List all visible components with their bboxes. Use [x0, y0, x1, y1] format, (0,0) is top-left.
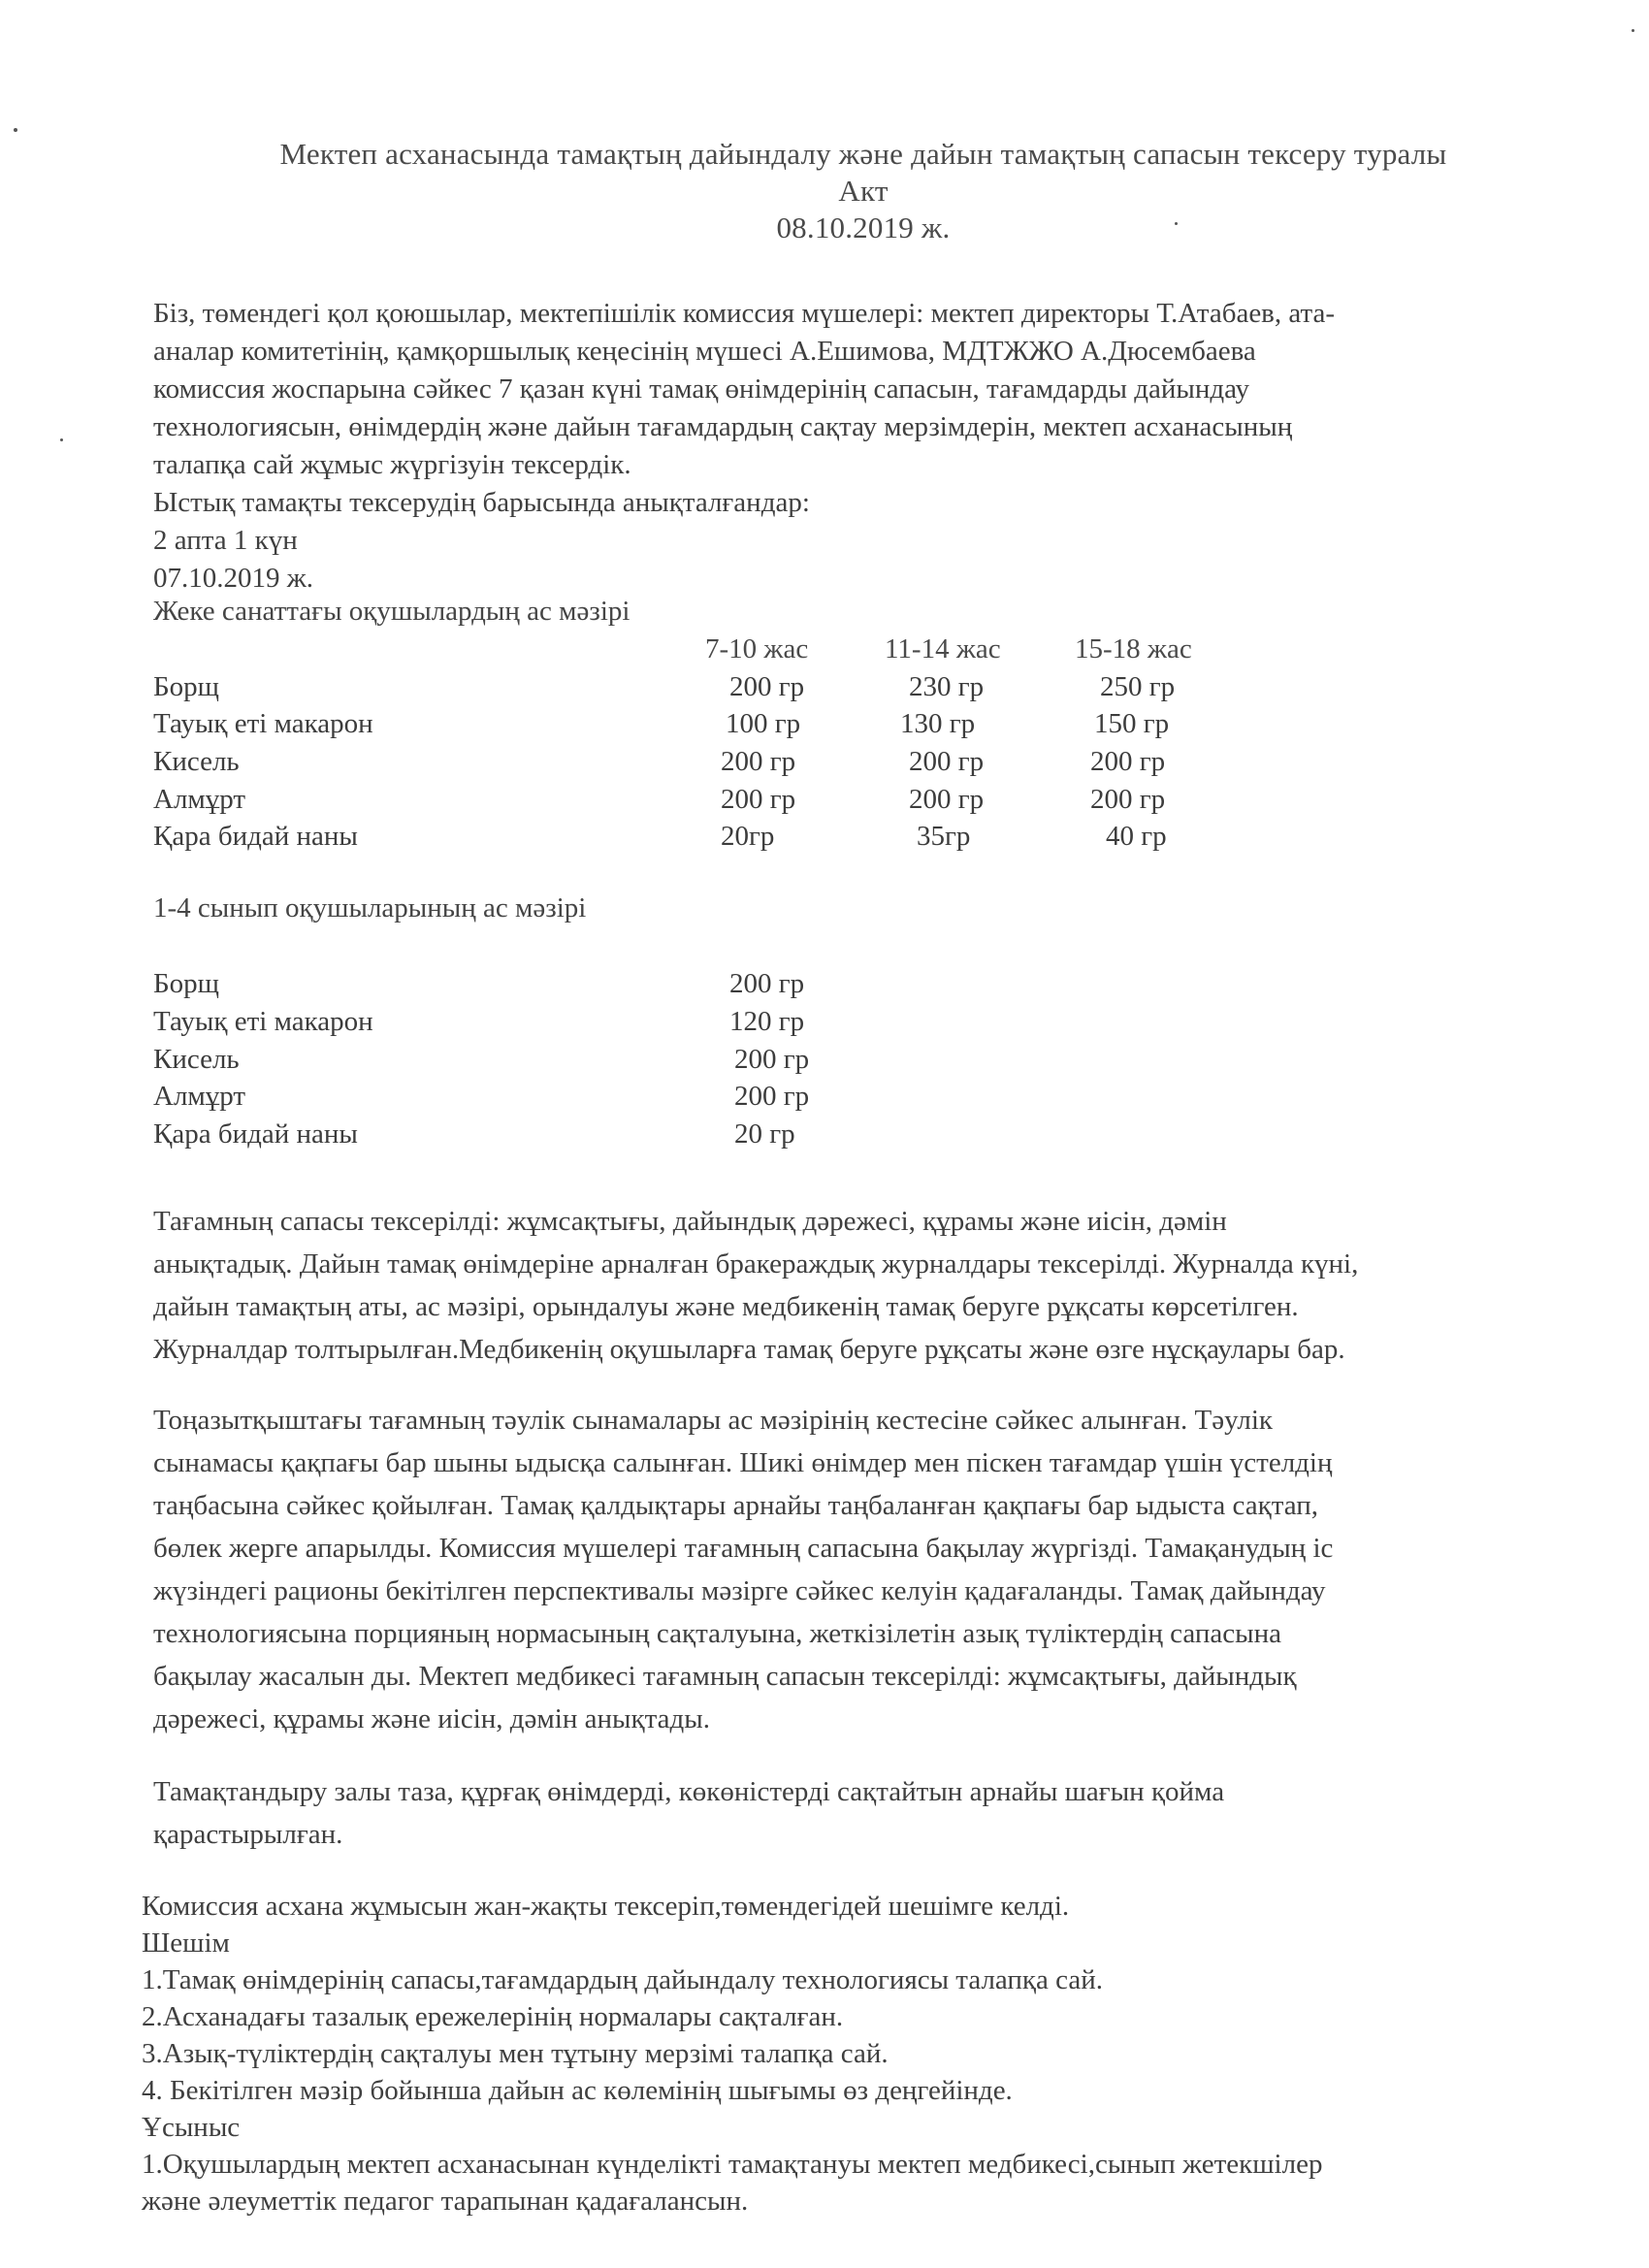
- text-line: талапқа сай жұмыс жүргізуін тексердік.: [153, 449, 631, 480]
- menu-item-value: 200 гр: [721, 784, 796, 815]
- text-line: бөлек жерге апарылды. Комиссия мүшелері тағамның сапасына бақылау жүргізді. Тамақанудың іс: [153, 1533, 1334, 1564]
- scan-speck: [14, 128, 17, 132]
- text-line: Журналдар толтырылған.Медбикенің оқушыларға тамақ беруге рұқсаты және өзге нұсқаулары бар.: [153, 1334, 1345, 1365]
- menu-item-name: Алмұрт: [153, 784, 246, 815]
- menu-item-name: Тауық еті макарон: [153, 708, 373, 739]
- menu-item-value: 200 гр: [734, 1044, 810, 1075]
- recommendation-item: және әлеуметтік педагог тарапынан қадағалансын.: [142, 2186, 749, 2217]
- scan-speck: [1632, 29, 1634, 32]
- menu-item-value: 230 гр: [909, 671, 985, 702]
- menu-item-value: 200 гр: [1090, 746, 1166, 777]
- menu1-col-head: 15-18 жас: [1075, 633, 1192, 664]
- text-line: қарастырылған.: [153, 1819, 343, 1850]
- menu-item-value: 200 гр: [1090, 784, 1166, 815]
- menu-item-value: 200 гр: [721, 746, 796, 777]
- text-line: дәрежесі, құрамы және иісін, дәмін анықтады.: [153, 1703, 710, 1734]
- menu-item-value: 20гр: [721, 821, 775, 852]
- recommendation-heading: Ұсыныс: [142, 2112, 241, 2143]
- menu-item-value: 200 гр: [909, 784, 985, 815]
- menu-item-value: 35гр: [917, 821, 971, 852]
- menu1-col-head: 11-14 жас: [885, 633, 1001, 664]
- menu-item-value: 20 гр: [734, 1118, 795, 1150]
- text-line: технологиясын, өнімдердің және дайын тағамдардың сақтау мерзімдерін, мектеп асханасының: [153, 411, 1293, 442]
- decision-heading: Шешім: [142, 1928, 230, 1959]
- text-line: Тоңазытқыштағы тағамның тәулік сынамалары ас мәзірінің кестесіне сәйкес алынған. Тәулік: [153, 1405, 1273, 1436]
- text-line: 07.10.2019 ж.: [153, 563, 314, 594]
- recommendation-item: 1.Оқушылардың мектеп асханасынан күнделікті тамақтануы мектеп медбикесі,сынып жетекшілер: [142, 2149, 1323, 2180]
- text-line: 2 апта 1 күн: [153, 525, 298, 556]
- menu-item-name: Қара бидай наны: [153, 821, 358, 852]
- menu-item-value: 200 гр: [734, 1081, 810, 1112]
- menu-item-name: Борщ: [153, 968, 219, 999]
- text-line: аналар комитетінің, қамқоршылық кеңесінің мүшесі А.Ешимова, МДТЖЖО А.Дюсембаева: [153, 336, 1256, 367]
- intro-paragraph: [153, 295, 1589, 598]
- text-line: Тамақтандыру залы таза, құрғақ өнімдерді, көкөністерді сақтайтын арнайы шағын қойма: [153, 1776, 1225, 1807]
- decision-item: 1.Тамақ өнімдерінің сапасы,тағамдардың дайындалу технологиясы талапқа сай.: [142, 1964, 1104, 1995]
- document-date: 08.10.2019 ж.: [776, 211, 951, 244]
- menu-item-value: 150 гр: [1094, 708, 1170, 739]
- scan-speck: [60, 438, 63, 441]
- menu-item-name: Кисель: [153, 746, 240, 777]
- conclusion-section: [142, 1888, 1597, 2219]
- text-line: Комиссия асхана жұмысын жан-жақты тексеріп,төмендегідей шешімге келді.: [142, 1891, 1070, 1922]
- menu-item-value: 130 гр: [900, 708, 976, 739]
- text-line: бақылау жасалын ды. Мектеп медбикесі тағамның сапасын тексерілді: жұмсақтығы, дайындық: [153, 1661, 1297, 1692]
- text-line: таңбасына сәйкес қойылған. Тамақ қалдықтары арнайы таңбаланған қақпағы бар ыдыста сақтап,: [153, 1490, 1318, 1521]
- text-line: Ыстық тамақты тексерудің барысында анықталғандар:: [153, 487, 810, 518]
- menu-item-value: 100 гр: [726, 708, 801, 739]
- menu-item-value: 200 гр: [729, 968, 805, 999]
- menu-item-value: 200 гр: [909, 746, 985, 777]
- text-line: дайын тамақтың аты, ас мәзірі, орындалуы және медбикенің тамақ беруге рұқсаты көрсетілген.: [153, 1291, 1299, 1322]
- menu1-title: Жеке санаттағы оқушылардың ас мәзірі: [153, 596, 630, 627]
- menu-item-name: Кисель: [153, 1044, 240, 1075]
- document-header: [0, 136, 1649, 246]
- menu2-title: 1-4 сынып оқушыларының ас мәзірі: [153, 892, 587, 923]
- menu-item-name: Борщ: [153, 671, 219, 702]
- text-line: технологиясына порцияның нормасының сақталуына, жеткізілетін азық түліктердің сапасына: [153, 1618, 1281, 1649]
- document-type: Акт: [838, 174, 889, 208]
- document-title: Мектеп асханасында тамақтың дайындалу және дайын тамақтың сапасын тексеру туралы: [279, 137, 1447, 171]
- text-line: Біз, төмендегі қол қоюшылар, мектепішілік комиссия мүшелері: мектеп директоры Т.Атабаев, ата-: [153, 298, 1336, 329]
- samples-paragraph: [153, 1399, 1589, 1740]
- text-line: жүзіндегі рационы бекітілген перспективалы мәзірге сәйкес келуін қадағаланды. Тамақ дайындау: [153, 1575, 1326, 1606]
- text-line: комиссия жоспарына сәйкес 7 қазан күні тамақ өнімдерінің сапасын, тағамдарды дайындау: [153, 373, 1250, 405]
- decision-item: 4. Бекітілген мәзір бойынша дайын ас көлемінің шығымы өз деңгейінде.: [142, 2075, 1013, 2106]
- decision-item: 3.Азық-түліктердің сақталуы мен тұтыну мерзімі талапқа сай.: [142, 2038, 889, 2069]
- text-line: сынамасы қақпағы бар шыны ыдысқа салынған. Шикі өнімдер мен піскен тағамдар үшін үстелдің: [153, 1447, 1333, 1478]
- menu-item-value: 250 гр: [1100, 671, 1176, 702]
- menu-item-name: Тауық еті макарон: [153, 1006, 373, 1037]
- quality-paragraph: [153, 1200, 1589, 1371]
- menu-item-value: 200 гр: [729, 671, 805, 702]
- decision-item: 2.Асханадағы тазалық ережелерінің нормалары сақталған.: [142, 2001, 844, 2032]
- menu-item-name: Алмұрт: [153, 1081, 246, 1112]
- hall-paragraph: [153, 1770, 1589, 1856]
- text-line: анықтадық. Дайын тамақ өнімдеріне арналған бракераждық журналдары тексерілді. Журналда күні,: [153, 1248, 1359, 1280]
- menu-item-value: 120 гр: [729, 1006, 805, 1037]
- menu-item-name: Қара бидай наны: [153, 1118, 358, 1150]
- menu-item-value: 40 гр: [1106, 821, 1167, 852]
- text-line: Тағамның сапасы тексерілді: жұмсақтығы, дайындық дәрежесі, құрамы және иісін, дәмін: [153, 1206, 1227, 1237]
- menu1-col-head: 7-10 жас: [705, 633, 809, 664]
